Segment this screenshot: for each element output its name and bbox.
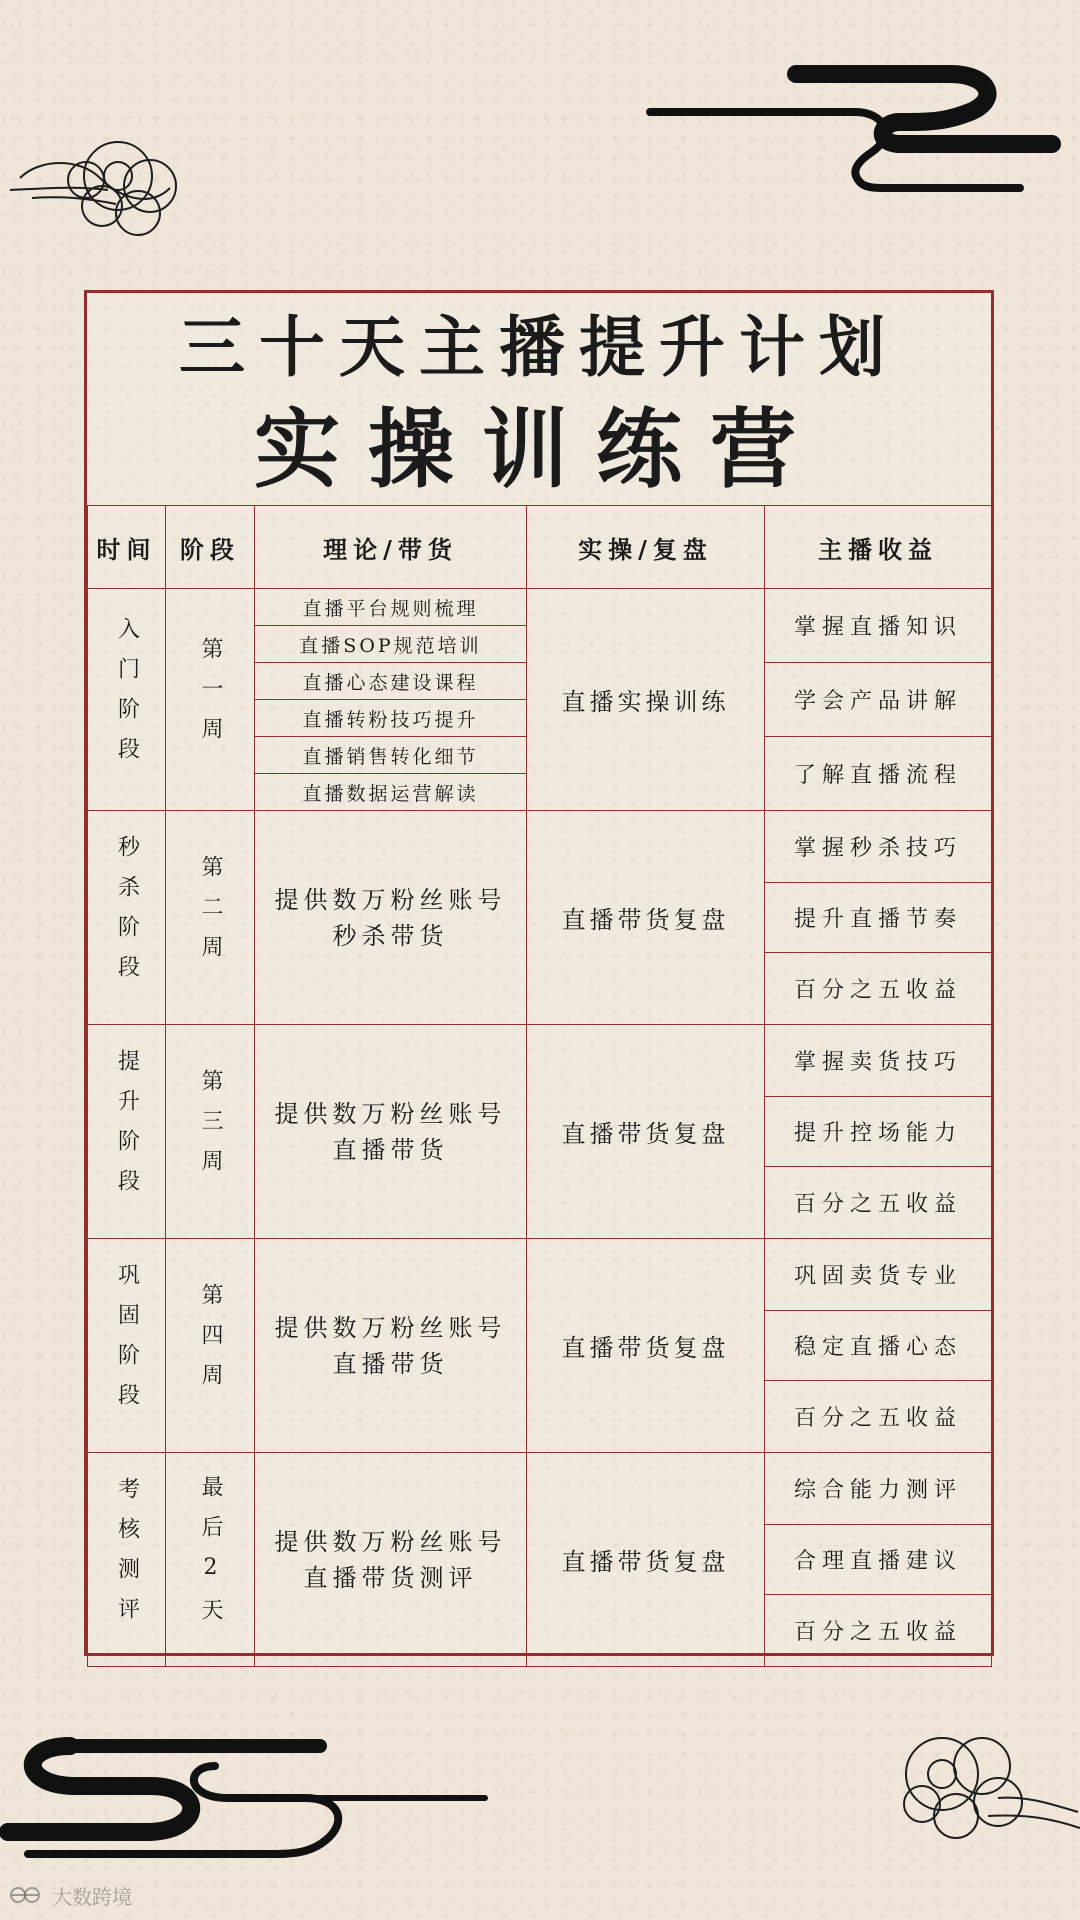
time-label: 入门阶段	[114, 616, 140, 777]
gain-item: 百分之五收益	[765, 1595, 992, 1667]
stage-label: 最后2天	[198, 1475, 223, 1638]
table-row	[88, 1025, 992, 1097]
time-cell	[88, 1453, 166, 1667]
theory-line: 直播带货	[332, 1135, 449, 1164]
stage-label: 第一周	[198, 636, 223, 757]
gain-item: 百分之五收益	[765, 1381, 992, 1453]
header-practice: 实操/复盘	[527, 506, 765, 589]
theory-item: 直播SOP规范培训	[255, 626, 527, 663]
theory-line: 提供数万粉丝账号	[274, 885, 507, 914]
stage-cell	[166, 589, 255, 811]
wave-ornament-icon	[0, 1728, 490, 1878]
theory-line: 提供数万粉丝账号	[274, 1527, 507, 1556]
theory-item: 直播数据运营解读	[255, 774, 527, 811]
practice-cell: 直播实操训练	[527, 589, 765, 811]
theory-line: 提供数万粉丝账号	[274, 1313, 507, 1342]
time-label: 考核测评	[114, 1476, 140, 1637]
gain-item: 掌握卖货技巧	[765, 1025, 992, 1097]
wave-ornament-icon	[650, 60, 1080, 210]
gain-item: 巩固卖货专业	[765, 1239, 992, 1311]
gain-item: 了解直播流程	[765, 737, 992, 811]
cloud-ornament-icon	[0, 118, 210, 248]
header-time: 时间	[88, 506, 166, 589]
time-label: 巩固阶段	[114, 1262, 140, 1423]
stage-label: 第四周	[198, 1282, 223, 1403]
time-cell	[88, 811, 166, 1025]
watermark-text: 大数跨境	[52, 1886, 132, 1909]
gain-item: 综合能力测评	[765, 1453, 992, 1525]
time-label: 提升阶段	[114, 1048, 140, 1209]
theory-item: 直播转粉技巧提升	[255, 700, 527, 737]
practice-cell: 直播带货复盘	[527, 1453, 765, 1667]
time-label: 秒杀阶段	[114, 834, 140, 995]
theory-cell	[255, 1025, 527, 1239]
theory-item: 直播心态建设课程	[255, 663, 527, 700]
time-cell	[88, 1239, 166, 1453]
theory-line: 直播带货测评	[303, 1563, 478, 1592]
theory-line: 直播带货	[332, 1349, 449, 1378]
table-row	[88, 1453, 992, 1525]
table-header-row	[88, 506, 992, 589]
table-row	[88, 811, 992, 883]
time-cell	[88, 1025, 166, 1239]
gain-item: 掌握直播知识	[765, 589, 992, 663]
gain-item: 百分之五收益	[765, 953, 992, 1025]
watermark	[8, 1878, 168, 1912]
plan-frame	[84, 290, 994, 1656]
stage-cell	[166, 1239, 255, 1453]
stage-cell	[166, 1453, 255, 1667]
theory-cell	[255, 1453, 527, 1667]
theory-item: 直播销售转化细节	[255, 737, 527, 774]
theory-line: 秒杀带货	[332, 921, 449, 950]
practice-cell: 直播带货复盘	[527, 811, 765, 1025]
time-cell	[88, 589, 166, 811]
stage-label: 第三周	[198, 1068, 223, 1189]
logo-icon	[8, 1884, 46, 1906]
page-title: 三十天主播提升计划	[179, 308, 899, 386]
stage-cell	[166, 1025, 255, 1239]
gain-item: 掌握秒杀技巧	[765, 811, 992, 883]
header-stage: 阶段	[166, 506, 255, 589]
training-schedule-table	[87, 505, 992, 1667]
table-row	[88, 589, 992, 626]
header-theory: 理论/带货	[255, 506, 527, 589]
practice-cell: 直播带货复盘	[527, 1025, 765, 1239]
cloud-ornament-icon	[880, 1716, 1080, 1856]
theory-cell	[255, 1239, 527, 1453]
theory-line: 提供数万粉丝账号	[274, 1099, 507, 1128]
gain-item: 百分之五收益	[765, 1167, 992, 1239]
practice-cell: 直播带货复盘	[527, 1239, 765, 1453]
gain-item: 稳定直播心态	[765, 1311, 992, 1381]
gain-item: 合理直播建议	[765, 1525, 992, 1595]
theory-item: 直播平台规则梳理	[255, 589, 527, 626]
gain-item: 提升直播节奏	[765, 883, 992, 953]
theory-cell	[255, 811, 527, 1025]
stage-label: 第二周	[198, 854, 223, 975]
gain-item: 提升控场能力	[765, 1097, 992, 1167]
page-subtitle: 实操训练营	[254, 399, 824, 500]
stage-cell	[166, 811, 255, 1025]
gain-item: 学会产品讲解	[765, 663, 992, 737]
header-gains: 主播收益	[765, 506, 992, 589]
title-block	[87, 293, 991, 505]
table-row	[88, 1239, 992, 1311]
